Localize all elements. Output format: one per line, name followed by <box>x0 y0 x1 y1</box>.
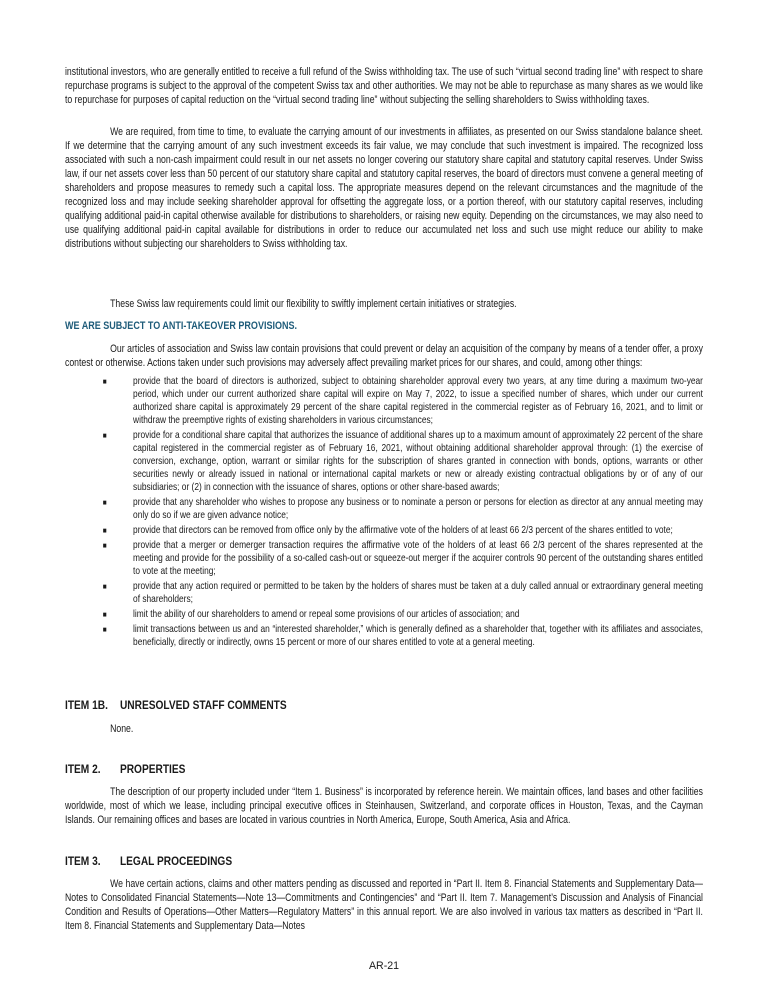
item-3-body: We have certain actions, claims and other matters pending as discussed and reported in “Part II. Item 8. Financial Statements and Supplementary Data—Notes to Consolidated Financial Statements—Note 13—Commitments and Contingencies” and “Part II. Item 7. Management’s Discussion and Analysis of Financial Condition and Results of Operations—Other Matters—Regulatory Matters” in this annual report. We are also involved in various tax matters as described in “Part II. Item 8. Financial Statements and Supplementary Data—Notes <box>65 878 703 932</box>
list-item-text: limit transactions between us and an “interested shareholder,” which is generally defined as a shareholder that, together with its affiliates and associates, beneficially, directly or indirectly, owns 15 percent or more of our shares entitled to vote at a general meeting. <box>133 624 703 648</box>
list-item <box>65 429 703 494</box>
paragraph-carrying-amount: We are required, from time to time, to evaluate the carrying amount of our investments in affiliates, as presented on our Swiss standalone balance sheet. If we determine that the carrying amount of any such investment exceeds its fair value, we may conclude that such investment is impaired. The recognized loss associated with such a non-cash impairment could result in our net assets no longer covering our statutory share capital and statutory capital reserves. Under Swiss law, if our net assets cover less than 50 percent of our statutory share capital and statutory capital reserves, the board of directors must convene a general meeting of shareholders and propose measures to remedy such a capital loss. The appropriate measures depend on the relevant circumstances and the magnitude of the recognized loss and may include seeking shareholder approval for offsetting the aggregate loss, or a portion thereof, with our statutory capital reserves, including qualifying additional paid-in capital otherwise available for distributions to shareholders, or raising new equity. Depending on the circumstances, we may also need to use qualifying additional paid-in capital available for distributions in order to reduce our accumulated net loss and such use might reduce our ability to make distributions without subjecting our shareholders to Swiss withholding tax. <box>65 126 703 250</box>
list-item <box>65 623 703 649</box>
list-item-text: provide that a merger or demerger transaction requires the affirmative vote of the holders of at least 66 2/3 percent of the shares represented at the meeting and provide for the possibility of a so-called cash-out or squeeze-out merger if the acquirer controls 90 percent of the outstanding shares entitled to vote at the meeting; <box>133 540 703 577</box>
list-item-text: provide that the board of directors is authorized, subject to obtaining shareholder approval every two years, at any time during a maximum two-year period, which under our current authorized share capital will expire on May 7, 2022, to issue a specified number of shares, which under our current authorized share capital is approximately 29 percent of the share capital registered in the commercial register as of February 16, 2021, and to limit or withdraw the preemptive rights of existing shareholders in various circumstances; <box>133 376 703 426</box>
bullet-icon: ■ <box>102 582 107 591</box>
page-number: AR-21 <box>368 960 400 972</box>
list-item <box>65 608 703 621</box>
list-item-text: provide for a conditional share capital that authorizes the issuance of additional shares up to a maximum amount of approximately 22 percent of the share capital registered in the commercial register as of February 16, 2021, without obtaining additional shareholder approval through: (1) the exercise of conversion, exchange, option, warrant or similar rights for the subscription of shares granted in connection with bonds, options, warrants or other securities newly or already issued in national or international capital markets or new or already existing contractual obligations by or of any of our subsidiaries; or (2) in connection with the issuance of shares, options or other share-based awards; <box>133 430 703 493</box>
paragraph-swiss-law-requirements: These Swiss law requirements could limit our flexibility to swiftly implement certain initiatives or strategies. <box>110 298 517 310</box>
bullet-icon: ■ <box>102 526 107 535</box>
list-item-text: provide that any shareholder who wishes to propose any business or to nominate a person or persons for election as director at any annual meeting may only do so if we are given advance notice; <box>133 497 703 521</box>
bullet-icon: ■ <box>102 377 107 386</box>
item-title: LEGAL PROCEEDINGS <box>119 854 233 868</box>
item-2-heading <box>65 762 703 776</box>
list-item-text: limit the ability of our shareholders to amend or repeal some provisions of our articles of association; and <box>133 609 520 620</box>
bullet-icon: ■ <box>102 541 107 550</box>
list-item <box>65 496 703 522</box>
item-number: ITEM 1B. <box>65 698 108 712</box>
paragraph-virtual-trading-line: institutional investors, who are generally entitled to receive a full refund of the Swiss withholding tax. The use of such “virtual second trading line” with respect to share repurchase programs is subject to the approval of the competent Swiss tax and other authorities. We may not be able to repurchase as many shares as we would like to repurchase for purposes of capital reduction on the “virtual second trading line” without subjecting the selling shareholders to Swiss withholding taxes. <box>65 66 703 106</box>
item-number: ITEM 2. <box>65 762 101 776</box>
bullet-icon: ■ <box>102 625 107 634</box>
item-number: ITEM 3. <box>65 854 101 868</box>
item-3-heading <box>65 854 703 868</box>
list-item <box>65 524 703 537</box>
list-item <box>65 580 703 606</box>
item-1b-body: None. <box>110 723 134 735</box>
item-title: PROPERTIES <box>119 762 186 776</box>
list-item <box>65 375 703 427</box>
list-item <box>65 539 703 578</box>
section-heading-anti-takeover: WE ARE SUBJECT TO ANTI-TAKEOVER PROVISIONS. <box>65 320 298 332</box>
paragraph-anti-takeover-intro: Our articles of association and Swiss law contain provisions that could prevent or delay an acquisition of the company by means of a tender offer, a proxy contest or otherwise. Actions taken under such provisions may adversely affect prevailing market prices for our shares, and could, among other things: <box>65 343 703 369</box>
bullet-icon: ■ <box>102 610 107 619</box>
list-item-text: provide that directors can be removed from office only by the affirmative vote of the holders of at least 66 2/3 percent of the shares entitled to vote; <box>133 525 673 536</box>
item-2-body: The description of our property included under “Item 1. Business” is incorporated by reference herein. We maintain offices, land bases and other facilities worldwide, most of which we lease, including principal executive offices in Steinhausen, Switzerland, and corporate offices in Houston, Texas, and the Cayman Islands. Our remaining offices and bases are located in various countries in North America, Europe, South America, Asia and Africa. <box>65 786 703 826</box>
bullet-icon: ■ <box>102 431 107 440</box>
bullet-icon: ■ <box>102 498 107 507</box>
anti-takeover-bullet-list <box>65 375 703 651</box>
item-1b-heading <box>65 698 703 712</box>
list-item-text: provide that any action required or permitted to be taken by the holders of shares must be taken at a duly called annual or extraordinary general meeting of shareholders; <box>133 581 703 605</box>
item-title: UNRESOLVED STAFF COMMENTS <box>119 698 287 712</box>
